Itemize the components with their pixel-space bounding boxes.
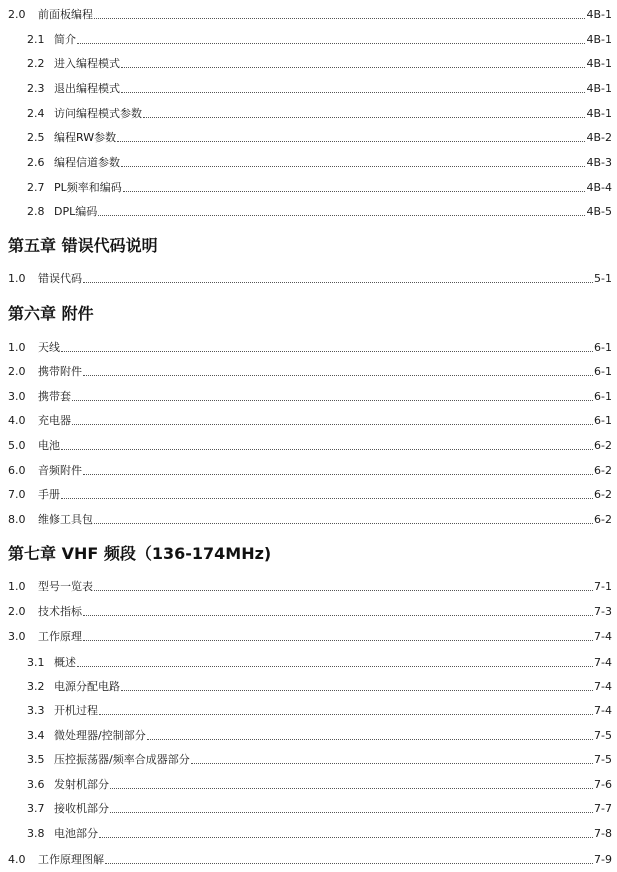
section-number: 2.0	[8, 605, 26, 618]
page-number: 6-2	[594, 513, 612, 526]
toc-entry[interactable]	[8, 363, 612, 379]
dot-leader	[72, 400, 593, 401]
section-title: 访问编程模式参数	[54, 107, 142, 120]
dot-leader	[147, 739, 593, 740]
dot-leader	[94, 523, 593, 524]
section-title: 错误代码	[38, 272, 82, 285]
section-title: 概述	[54, 656, 76, 669]
section-title: 退出编程模式	[54, 82, 120, 95]
section-title: 型号一览表	[38, 580, 93, 593]
dot-leader	[61, 449, 593, 450]
section-number: 6.0	[8, 464, 26, 477]
toc-entry[interactable]	[27, 800, 612, 816]
dot-leader	[99, 714, 593, 715]
section-number: 4.0	[8, 853, 26, 866]
toc-entry[interactable]	[8, 578, 612, 594]
section-title: 发射机部分	[54, 778, 109, 791]
section-title: 音频附件	[38, 464, 82, 477]
page-number: 7-4	[594, 680, 612, 693]
toc-entry[interactable]	[8, 339, 612, 355]
toc-entry[interactable]	[8, 486, 612, 502]
section-number: 3.8	[27, 827, 45, 840]
section-title: 携带附件	[38, 365, 82, 378]
section-number: 2.2	[27, 57, 45, 70]
toc-entry[interactable]	[27, 654, 612, 670]
toc-entry[interactable]	[8, 462, 612, 478]
page-number: 4B-5	[586, 205, 612, 218]
section-number: 2.5	[27, 131, 45, 144]
page-number: 7-9	[594, 853, 612, 866]
section-number: 3.3	[27, 704, 45, 717]
page-number: 6-2	[594, 464, 612, 477]
toc-entry[interactable]	[27, 55, 612, 71]
page-number: 4B-1	[586, 33, 612, 46]
page-number: 4B-3	[586, 156, 612, 169]
toc-entry[interactable]	[27, 825, 612, 841]
toc-entry[interactable]	[8, 511, 612, 527]
dot-leader	[77, 43, 585, 44]
page-number: 7-1	[594, 580, 612, 593]
page-number: 4B-2	[586, 131, 612, 144]
section-title: PL频率和编码	[54, 181, 122, 194]
section-number: 3.2	[27, 680, 45, 693]
section-title: 电池部分	[54, 827, 98, 840]
section-title: 电池	[38, 439, 60, 452]
page-number: 6-2	[594, 439, 612, 452]
dot-leader	[121, 166, 585, 167]
dot-leader	[72, 424, 593, 425]
dot-leader	[94, 590, 593, 591]
section-number: 2.7	[27, 181, 45, 194]
section-title: 充电器	[38, 414, 71, 427]
page-number: 7-7	[594, 802, 612, 815]
section-number: 3.5	[27, 753, 45, 766]
chapter-heading: 第五章 错误代码说明	[8, 236, 158, 255]
section-number: 3.4	[27, 729, 45, 742]
dot-leader	[77, 666, 593, 667]
toc-entry[interactable]	[27, 702, 612, 718]
page-number: 6-1	[594, 414, 612, 427]
page-number: 4B-1	[586, 8, 612, 21]
section-title: 维修工具包	[38, 513, 93, 526]
page-number: 7-8	[594, 827, 612, 840]
section-title: 微处理器/控制部分	[54, 729, 146, 742]
section-number: 4.0	[8, 414, 26, 427]
dot-leader	[121, 92, 585, 93]
page-number: 7-5	[594, 753, 612, 766]
dot-leader	[99, 837, 593, 838]
section-title: 接收机部分	[54, 802, 109, 815]
page-number: 4B-1	[586, 82, 612, 95]
section-number: 8.0	[8, 513, 26, 526]
section-number: 1.0	[8, 341, 26, 354]
page-number: 4B-1	[586, 57, 612, 70]
toc-entry[interactable]	[27, 203, 612, 219]
dot-leader	[83, 375, 593, 376]
section-number: 3.7	[27, 802, 45, 815]
section-title: 天线	[38, 341, 60, 354]
page-number: 6-1	[594, 341, 612, 354]
page-number: 7-4	[594, 704, 612, 717]
dot-leader	[121, 67, 585, 68]
section-number: 2.8	[27, 205, 45, 218]
dot-leader	[94, 18, 585, 19]
section-title: 电源分配电路	[54, 680, 120, 693]
dot-leader	[61, 498, 593, 499]
section-number: 2.0	[8, 365, 26, 378]
dot-leader	[61, 351, 593, 352]
toc-entry[interactable]	[8, 388, 612, 404]
dot-leader	[110, 812, 593, 813]
section-title: 技术指标	[38, 605, 82, 618]
page-number: 6-1	[594, 390, 612, 403]
section-title: 前面板编程	[38, 8, 93, 21]
toc-entry[interactable]	[27, 727, 612, 743]
toc-entry[interactable]	[8, 6, 612, 22]
section-number: 2.0	[8, 8, 26, 21]
section-title: 编程信道参数	[54, 156, 120, 169]
toc-entry[interactable]	[27, 129, 612, 145]
section-number: 7.0	[8, 488, 26, 501]
section-number: 2.1	[27, 33, 45, 46]
toc-entry[interactable]	[8, 270, 612, 286]
toc-entry[interactable]	[8, 851, 612, 867]
toc-entry[interactable]	[8, 603, 612, 619]
page-number: 7-4	[594, 656, 612, 669]
toc-entry[interactable]	[27, 80, 612, 96]
dot-leader	[83, 640, 593, 641]
page-number: 6-2	[594, 488, 612, 501]
dot-leader	[191, 763, 593, 764]
section-number: 3.6	[27, 778, 45, 791]
toc-entry[interactable]	[27, 31, 612, 47]
page-number: 4B-1	[586, 107, 612, 120]
section-title: 简介	[54, 33, 76, 46]
dot-leader	[98, 215, 585, 216]
section-title: DPL编码	[54, 205, 98, 218]
toc-entry[interactable]	[27, 154, 612, 170]
toc-entry[interactable]	[8, 412, 612, 428]
section-title: 进入编程模式	[54, 57, 120, 70]
page-number: 7-3	[594, 605, 612, 618]
dot-leader	[110, 788, 593, 789]
section-title: 压控振荡器/频率合成器部分	[54, 753, 190, 766]
section-number: 3.0	[8, 390, 26, 403]
page-number: 7-6	[594, 778, 612, 791]
dot-leader	[105, 863, 593, 864]
toc-entry[interactable]	[27, 678, 612, 694]
dot-leader	[117, 141, 585, 142]
toc-entry[interactable]	[8, 628, 612, 644]
section-title: 手册	[38, 488, 60, 501]
chapter-heading: 第六章 附件	[8, 304, 94, 323]
page-number: 7-4	[594, 630, 612, 643]
toc-entry[interactable]	[27, 105, 612, 121]
dot-leader	[121, 690, 593, 691]
chapter-heading: 第七章 VHF 频段（136-174MHz)	[8, 544, 272, 563]
section-number: 1.0	[8, 580, 26, 593]
section-number: 3.0	[8, 630, 26, 643]
section-number: 5.0	[8, 439, 26, 452]
section-title: 携带套	[38, 390, 71, 403]
toc-entry[interactable]	[27, 179, 612, 195]
dot-leader	[83, 282, 593, 283]
toc-entry[interactable]	[27, 776, 612, 792]
page-number: 7-5	[594, 729, 612, 742]
page-number: 6-1	[594, 365, 612, 378]
section-number: 2.6	[27, 156, 45, 169]
dot-leader	[83, 615, 593, 616]
section-number: 1.0	[8, 272, 26, 285]
section-title: 编程RW参数	[54, 131, 117, 144]
section-title: 工作原理	[38, 630, 82, 643]
dot-leader	[143, 117, 585, 118]
page-number: 4B-4	[586, 181, 612, 194]
section-number: 2.4	[27, 107, 45, 120]
section-title: 开机过程	[54, 704, 98, 717]
toc-entry[interactable]	[27, 751, 612, 767]
toc-entry[interactable]	[8, 437, 612, 453]
section-title: 工作原理图解	[38, 853, 104, 866]
dot-leader	[83, 474, 593, 475]
page-number: 5-1	[594, 272, 612, 285]
section-number: 3.1	[27, 656, 45, 669]
section-number: 2.3	[27, 82, 45, 95]
dot-leader	[123, 191, 586, 192]
